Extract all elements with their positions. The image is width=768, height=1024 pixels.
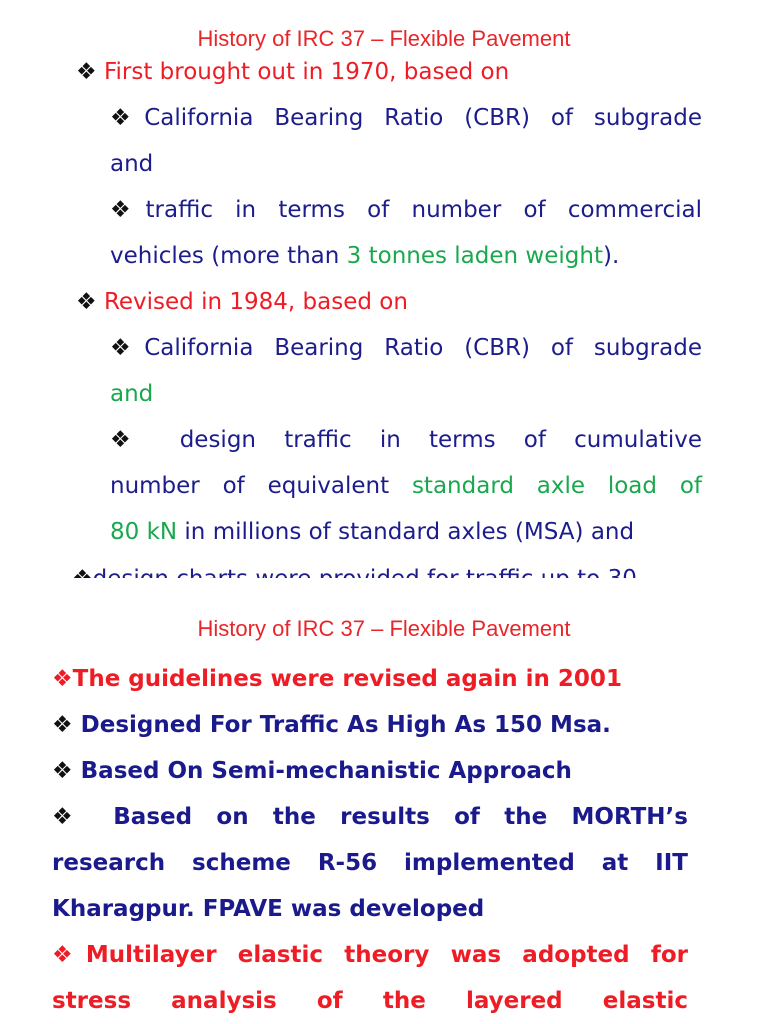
sub-bullet-traffic: ❖traffic in terms of number of commercial — [110, 197, 702, 223]
sub-bullet-design-traffic-cont-2: 80 kN in millions of standard axles (MSA) and — [110, 519, 635, 545]
point-morth-research: ❖ Based on the results of the MORTH’s — [52, 804, 688, 830]
slide-2 — [0, 590, 768, 1024]
diamond-bullet-icon: ❖ — [52, 712, 73, 738]
point-150-msa: ❖ Designed For Traffic As High As 150 Msa. — [52, 712, 611, 738]
diamond-bullet-icon: ❖ — [110, 335, 145, 361]
slide-2-title: History of IRC 37 – Flexible Pavement — [197, 616, 571, 641]
diamond-bullet-icon: ❖ — [110, 197, 146, 223]
sub-bullet-cbr-1: ❖California Bearing Ratio (CBR) of subgrade — [110, 105, 702, 131]
diamond-bullet-icon: ❖ — [52, 942, 86, 968]
diamond-bullet-icon: ❖ — [110, 105, 145, 131]
point-multilayer-elastic-cont: stress analysis of the layered elastic — [52, 988, 688, 1014]
slide-1-title: History of IRC 37 – Flexible Pavement — [197, 26, 571, 51]
point-multilayer-elastic: ❖Multilayer elastic theory was adopted for — [52, 942, 689, 968]
bullet-revised-1984: ❖ Revised in 1984, based on — [76, 289, 408, 315]
bullet-first-brought-out: ❖ First brought out in 1970, based on — [76, 59, 510, 85]
diamond-bullet-icon: ❖ — [52, 758, 73, 784]
diamond-bullet-icon: ❖ — [110, 427, 152, 453]
sub-bullet-cbr-1-cont: and — [110, 151, 154, 177]
sub-bullet-cbr-2: ❖California Bearing Ratio (CBR) of subgrade — [110, 335, 702, 361]
point-morth-research-cont-1: research scheme R-56 implemented at IIT — [52, 850, 688, 876]
diamond-bullet-icon: ❖ — [52, 804, 89, 830]
diamond-bullet-icon: ❖ — [76, 289, 97, 315]
diamond-bullet-icon: ❖ — [52, 666, 73, 692]
sub-bullet-design-traffic: ❖ design traffic in terms of cumulative — [110, 427, 702, 453]
point-revised-2001: ❖The guidelines were revised again in 2001 — [52, 666, 622, 692]
slide-divider — [0, 578, 768, 590]
diamond-bullet-icon: ❖ — [76, 59, 97, 85]
sub-bullet-cbr-2-cont: and — [110, 381, 154, 407]
point-morth-research-cont-2: Kharagpur. FPAVE was developed — [52, 896, 485, 922]
point-semi-mechanistic: ❖ Based On Semi-mechanistic Approach — [52, 758, 572, 784]
sub-bullet-design-traffic-cont-1: number of equivalent standard axle load of — [110, 473, 702, 499]
sub-bullet-traffic-cont: vehicles (more than 3 tonnes laden weight). — [110, 243, 620, 269]
